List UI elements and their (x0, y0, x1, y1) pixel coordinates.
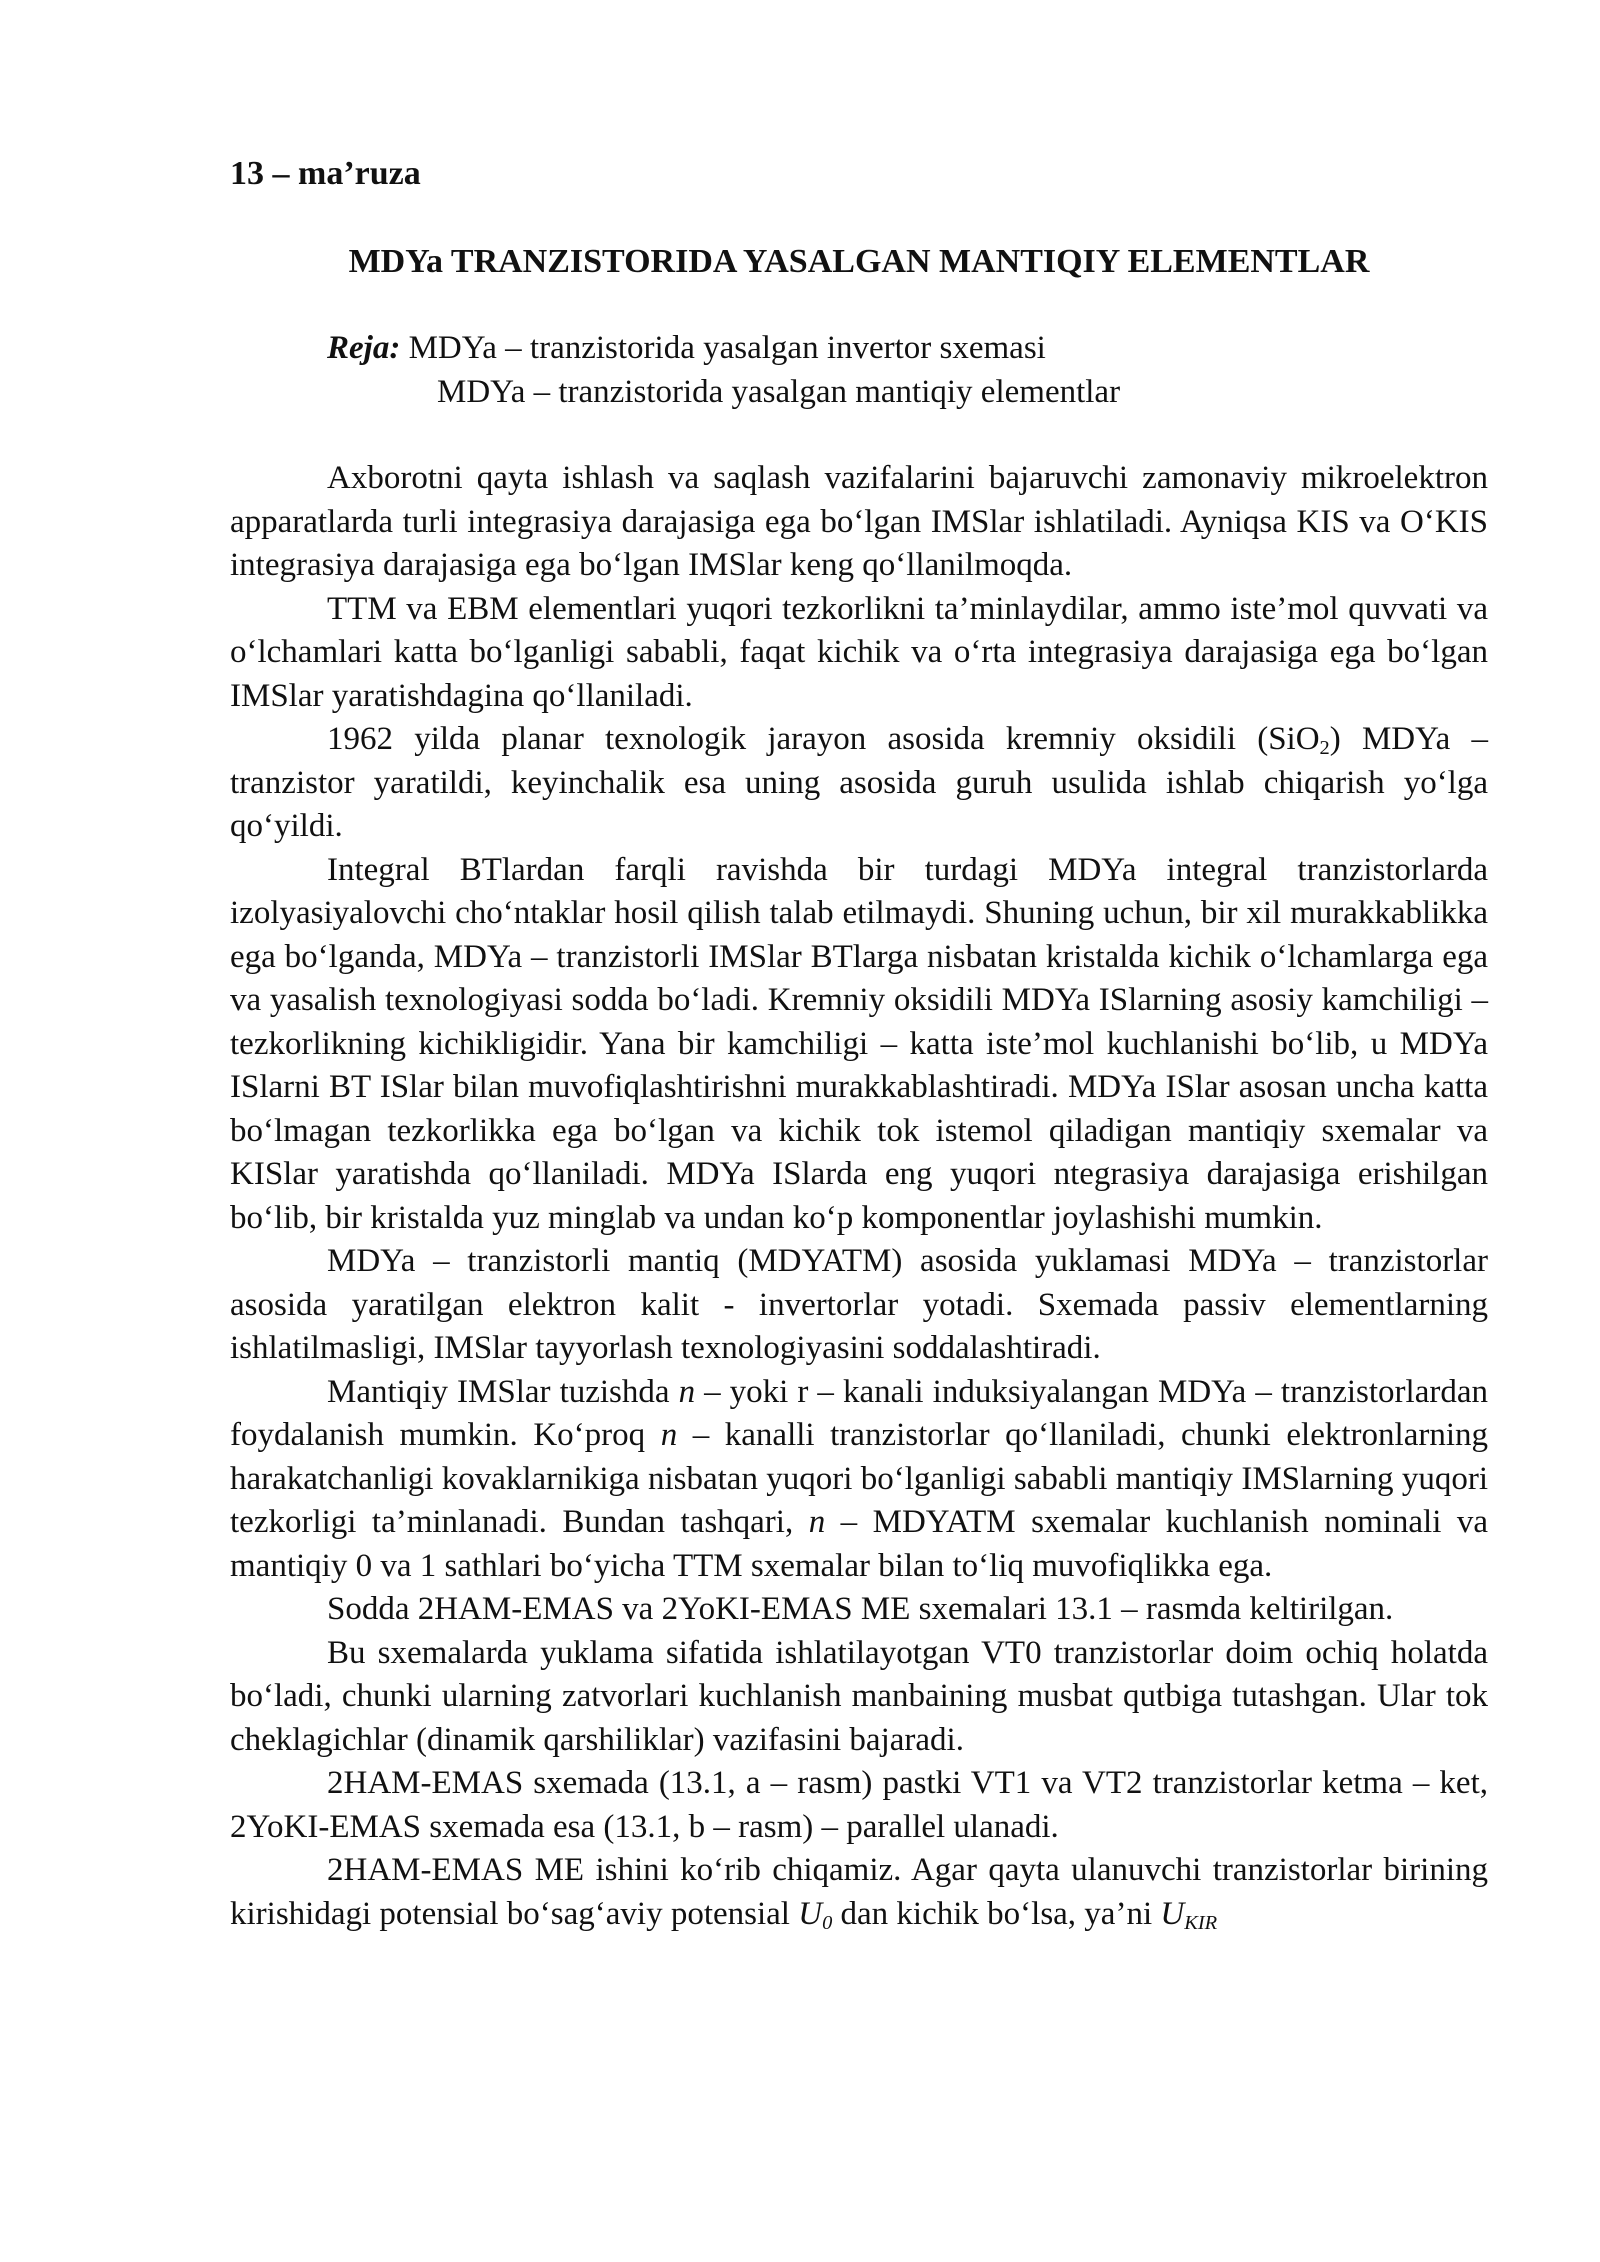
plan-label: Reja: (327, 330, 401, 366)
paragraph-3 (230, 718, 1488, 849)
input-subscript-text: KIR (1184, 1911, 1218, 1934)
n-channel-symbol-1: n (678, 1373, 696, 1410)
sio2-subscript: 2 (1319, 737, 1330, 760)
paragraph-10-part-a: 2HAM-EMAS ME ishini ko‘rib chiqamiz. Agar qayta ulanuvchi tranzistorlar birining kirishidagi potensial bo‘sag‘aviy potensial (230, 1852, 1488, 1932)
threshold-subscript-text: 0 (822, 1911, 833, 1934)
paragraph-6-part-b: – yoki r – kanali induksiyalangan MDYa – tranzistorlardan foydalanish mumkin. Ko‘proq (230, 1373, 1488, 1453)
paragraph-6-part-a: Mantiqiy IMSlar tuzishda (327, 1373, 679, 1410)
paragraph-10 (230, 1849, 1488, 1936)
lecture-plan (327, 327, 1120, 414)
document-title: MDYa TRANZISTORIDA YASALGAN MANTIQIY ELEMENTLAR (348, 243, 1370, 280)
input-subscript (1184, 1912, 1217, 1934)
n-channel-symbol-3: n (808, 1504, 826, 1540)
input-voltage-symbol: U (1160, 1895, 1185, 1932)
plan-item-1: MDYa – tranzistorida yasalgan invertor sxemasi (400, 330, 1046, 366)
plan-item-2: MDYa – tranzistorida yasalgan mantiqiy elementlar (437, 373, 1121, 410)
paragraph-6-part-d: – MDYATM sxemalar kuchlanish nominali va mantiqiy 0 va 1 sathlari bo‘yicha TTM sxemalar bilan to‘liq muvofiqlikka ega. (230, 1504, 1488, 1584)
paragraph-3-part-b: ) MDYa – tranzistor yaratildi, keyinchalik esa uning asosida guruh usulida ishlab chiqarish yo‘lga qo‘yildi. (230, 721, 1488, 844)
paragraph-3-part-a: 1962 yilda planar texnologik jarayon asosida kremniy oksidili (SiO (327, 721, 1320, 757)
paragraph-8: Bu sxemalarda yuklama sifatida ishlatilayotgan VT0 tranzistorlar doim ochiq holatda bo‘ladi, chunki ularning zatvorlari kuchlanish manbaining musbat qutbiga tutashgan. Ular tok cheklagichlar (dinamik qarshiliklar) vazifasini bajaradi. (230, 1634, 1488, 1758)
paragraph-6-part-c: – kanalli tranzistorlar qo‘llaniladi, chunki elektronlarning harakatchanligi kovaklarnikiga nisbatan yuqori bo‘lganligi sababli mantiqiy IMSlarning yuqori tezkorligi ta’minlanadi. Bundan tashqari, (230, 1417, 1488, 1540)
plan-row-1 (327, 327, 1120, 371)
paragraph-1: Axborotni qayta ishlash va saqlash vazifalarini bajaruvchi zamonaviy mikroelektron apparatlarda turli integrasiya darajasiga ega bo‘lgan IMSlar ishlatiladi. Ayniqsa KIS va O‘KIS integrasiya darajasiga ega bo‘lgan IMSlar keng qo‘llanilmoqda. (230, 460, 1488, 583)
paragraph-2: TTM va EBM elementlari yuqori tezkorlikni ta’minlaydilar, ammo iste’mol quvvati va o‘lchamlari katta bo‘lganligi sababli, faqat kichik va o‘rta integrasiya darajasiga ega bo‘lgan IMSlar yaratishdagina qo‘llaniladi. (230, 590, 1488, 714)
n-channel-symbol-2: n (660, 1417, 678, 1453)
paragraph-7: Sodda 2HAM-EMAS va 2YoKI-EMAS ME sxemalari 13.1 – rasmda keltirilgan. (327, 1591, 1394, 1627)
paragraph-4: Integral BTlardan farqli ravishda bir turdagi MDYa integral tranzistorlarda izolyasiyalovchi cho‘ntaklar hosil qilish talab etilmaydi. Shuning uchun, bir xil murakkablikka ega bo‘lganda, MDYa – tranzistorli IMSlar BTlarga nisbatan kristalda kichik o‘lchamlarga ega va yasalish texnologiyasi sodda bo‘ladi. Kremniy oksidili MDYa ISlarning asosiy kamchiligi –tezkorlikning kichikligidir. Yana bir kamchiligi – katta iste’mol kuchlanishi bo‘lib, u MDYa ISlarni BT ISlar bilan muvofiqlashtirishni murakkablashtiradi. MDYa ISlar asosan uncha katta bo‘lmagan tezkorlikka ega bo‘lgan va kichik tok istemol qiladigan mantiqiy sxemalar va KISlar yaratishda qo‘llaniladi. MDYa ISlarda eng yuqori ntegrasiya darajasiga erishilgan bo‘lib, bir kristalda yuz minglab va undan ko‘p komponentlar joylashishi mumkin. (230, 851, 1488, 1236)
threshold-subscript (822, 1912, 832, 1934)
document-body (230, 457, 1488, 1936)
paragraph-6 (230, 1371, 1488, 1589)
lecture-number: 13 – ma’ruza (230, 155, 421, 192)
threshold-voltage-symbol: U (798, 1895, 823, 1932)
paragraph-10-part-b: dan kichik bo‘lsa, ya’ni (832, 1895, 1161, 1932)
paragraph-9: 2HAM-EMAS sxemada (13.1, a – rasm) pastki VT1 va VT2 tranzistorlar ketma – ket, 2YoKI-EMAS sxemada esa (13.1, b – rasm) – parallel ulanadi. (230, 1765, 1488, 1845)
paragraph-5: MDYa – tranzistorli mantiq (MDYATM) asosida yuklamasi MDYa – tranzistorlar asosida yaratilgan elektron kalit - invertorlar yotadi. Sxemada passiv elementlarning ishlatilmasligi, IMSlar tayyorlash texnologiyasini soddalashtiradi. (230, 1243, 1488, 1366)
